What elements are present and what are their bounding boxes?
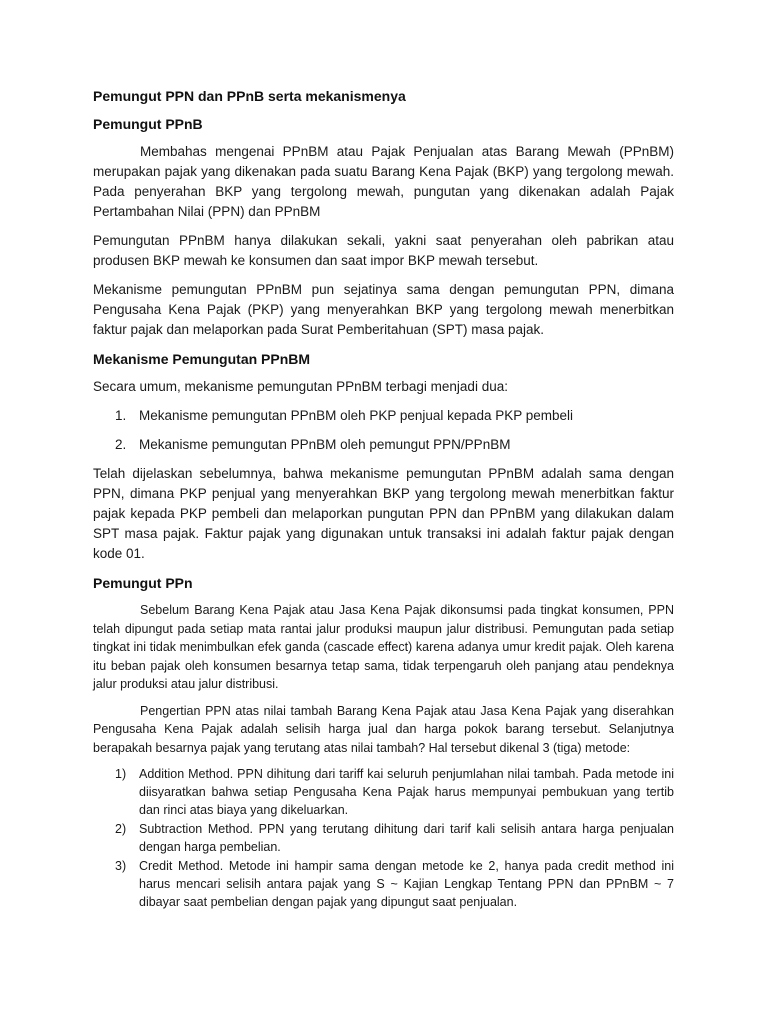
list-number: 1. <box>115 408 127 423</box>
document-title: Pemungut PPN dan PPnB serta mekanismenya <box>93 88 406 104</box>
list-item-text: Addition Method. PPN dihitung dari tariff kai seluruh penjumlahan nilai tambah. Pada metode ini diisyaratkan bahwa setiap Pengusaha Kena Pajak harus mempunyai pembukuan yang tertib dan rinci atas biaya yang dikeluarkan. <box>139 767 674 817</box>
list-item <box>93 765 674 819</box>
heading-mekanisme-pemungutan: Mekanisme Pemungutan PPnBM <box>93 351 311 367</box>
list-item-text: Subtraction Method. PPN yang terutang dihitung dari tarif kali selisih antara harga penjualan dengan harga pembelian. <box>139 822 674 854</box>
paragraph: Secara umum, mekanisme pemungutan PPnBM terbagi menjadi dua: <box>93 379 508 394</box>
method-list <box>93 765 674 911</box>
list-number: 2. <box>115 437 127 452</box>
paragraph: Telah dijelaskan sebelumnya, bahwa mekanisme pemungutan PPnBM adalah sama dengan PPN, dimana PKP penjual yang menyerahkan BKP yang tergolong mewah menerbitkan faktur pajak kepada PKP pembeli dan melaporkan pungutan PPN dan PPnBM yang dilakukan dalam SPT masa pajak. Faktur pajak yang digunakan untuk transaksi ini adalah faktur pajak dengan kode 01. <box>93 466 674 561</box>
paragraph: Mekanisme pemungutan PPnBM pun sejatinya sama dengan pemungutan PPN, dimana Pengusaha Kena Pajak (PKP) yang menyerahkan BKP yang tergolong mewah menerbitkan faktur pajak dan melaporkan pada Surat Pemberitahuan (SPT) masa pajak. <box>93 282 674 337</box>
paragraph: Membahas mengenai PPnBM atau Pajak Penjualan atas Barang Mewah (PPnBM) merupakan pajak yang dikenakan pada suatu Barang Kena Pajak (BKP) yang tergolong mewah. Pada penyerahan BKP yang tergolong mewah, pungutan yang dikenakan adalah Pajak Pertambahan Nilai (PPN) dan PPnBM <box>93 144 674 219</box>
list-item <box>93 857 674 911</box>
paragraph: Pengertian PPN atas nilai tambah Barang Kena Pajak atau Jasa Kena Pajak yang diserahkan Pengusaha Kena Pajak adalah selisih harga jual dan harga pokok barang tersebut. Selanjutnya berapakah besarnya pajak yang terutang atas nilai tambah? Hal tersebut dikenal 3 (tiga) metode: <box>93 703 674 755</box>
numbered-list <box>93 406 674 455</box>
list-item <box>93 406 674 426</box>
list-item <box>93 820 674 856</box>
paragraph: Sebelum Barang Kena Pajak atau Jasa Kena Pajak dikonsumsi pada tingkat konsumen, PPN telah dipungut pada setiap mata rantai jalur produksi maupun jalur distribusi. Pemungutan pada setiap tingkat ini tidak menimbulkan efek ganda (cascade effect) karena adanya umur kredit pajak. Oleh karena itu beban pajak oleh konsumen besarnya tetap sama, tidak terpengaruh oleh panjang atau pendeknya jalur produksi atau jalur distribusi. <box>93 603 674 691</box>
section-pemungut-ppn <box>93 601 674 911</box>
list-item-text: Mekanisme pemungutan PPnBM oleh PKP penjual kepada PKP pembeli <box>139 408 574 423</box>
list-item-text: Credit Method. Metode ini hampir sama dengan metode ke 2, hanya pada credit method ini harus mencari selisih antara pajak yang S ~ Kajian Lengkap Tentang PPN dan PPnBM ~ 7 dibayar saat pembelian dengan pajak yang dipungut saat penjualan. <box>139 859 674 909</box>
list-number: 2) <box>115 822 127 836</box>
list-item <box>93 435 674 455</box>
document-body <box>93 86 674 912</box>
heading-pemungut-ppn: Pemungut PPn <box>93 575 193 591</box>
heading-pemungut-ppnb: Pemungut PPnB <box>93 116 203 132</box>
list-item-text: Mekanisme pemungutan PPnBM oleh pemungut PPN/PPnBM <box>139 437 511 452</box>
list-number: 1) <box>115 767 127 781</box>
list-number: 3) <box>115 859 127 873</box>
paragraph: Pemungutan PPnBM hanya dilakukan sekali, yakni saat penyerahan oleh pabrikan atau produsen BKP mewah ke konsumen dan saat impor BKP mewah tersebut. <box>93 233 674 268</box>
